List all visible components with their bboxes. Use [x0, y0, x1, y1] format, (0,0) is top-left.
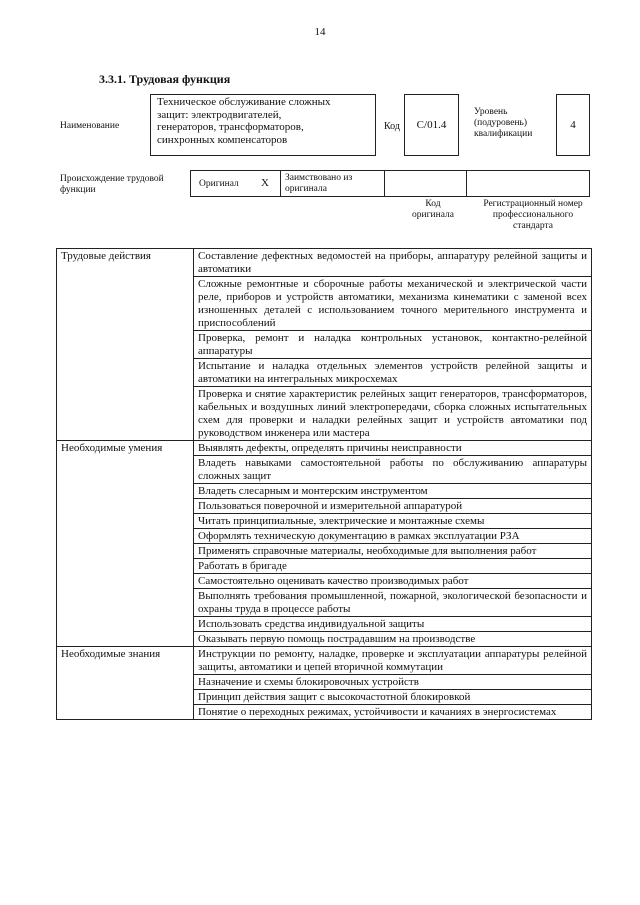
function-name-line: генераторов, трансформаторов,: [157, 121, 304, 133]
table-cell: Владеть слесарным и монтерским инструментом: [194, 484, 592, 499]
table-row: [57, 647, 592, 675]
original-label: Оригинал: [199, 178, 239, 189]
level-label-line: (подуровень): [474, 118, 528, 128]
table-cell: Владеть навыками самостоятельной работы по обслуживанию аппаратуры сложных защит: [194, 456, 592, 484]
name-label: Наименование: [60, 121, 120, 131]
level-value: 4: [556, 94, 590, 156]
original-code-cell: [385, 171, 467, 196]
function-name-box: [150, 94, 376, 156]
borrowed-cell: [281, 171, 385, 196]
section-title-skills: Необходимые умения: [57, 441, 194, 647]
function-details-table: [56, 248, 592, 720]
origin-label-line: Происхождение трудовой: [60, 174, 164, 184]
table-cell: Испытание и наладка отдельных элементов устройств релейной защиты и автоматики на интегральных микросхемах: [194, 359, 592, 387]
borrowed-label-line: Заимствовано из: [285, 173, 353, 183]
table-cell: Применять справочные материалы, необходимые для выполнения работ: [194, 544, 592, 559]
table-cell: Выявлять дефекты, определять причины неисправности: [194, 441, 592, 456]
table-cell: Выполнять требования промышленной, пожарной, экологической безопасности и охраны труда в процессе работы: [194, 589, 592, 617]
caption-line: стандарта: [513, 221, 553, 231]
table-cell: Составление дефектных ведомостей на приборы, аппаратуру релейной защиты и автоматики: [194, 249, 592, 277]
table-row: [57, 441, 592, 456]
table-row: [57, 249, 592, 277]
function-name-line: синхронных компенсаторов: [157, 133, 288, 146]
level-label-line: квалификации: [474, 129, 533, 139]
table-cell: Принцип действия защит с высокочастотной блокировкой: [194, 690, 592, 705]
table-cell: Самостоятельно оценивать качество производимых работ: [194, 574, 592, 589]
origin-label: [60, 174, 190, 196]
function-name-line: Техническое обслуживание сложных: [157, 96, 331, 108]
section-title-labor-actions: Трудовые действия: [57, 249, 194, 441]
table-cell: Использовать средства индивидуальной защиты: [194, 617, 592, 632]
caption-line: оригинала: [412, 210, 454, 220]
function-name-line: защит: электродвигателей,: [157, 108, 282, 121]
caption-line: Код: [425, 199, 441, 209]
table-cell: Оказывать первую помощь пострадавшим на производстве: [194, 632, 592, 647]
table-cell: Понятие о переходных режимах, устойчивости и качаниях в энергосистемах: [194, 705, 592, 720]
code-value: С/01.4: [404, 94, 459, 156]
level-label-line: Уровень: [474, 107, 508, 117]
caption-line: Регистрационный номер: [483, 199, 583, 209]
level-label: [474, 107, 554, 140]
table-cell: Пользоваться поверочной и измерительной аппаратурой: [194, 499, 592, 514]
code-label: Код: [384, 121, 400, 132]
section-heading: 3.3.1. Трудовая функция: [99, 72, 231, 86]
table-cell: Сложные ремонтные и сборочные работы механической и электрической части реле, приборов и устройств автоматики, механизма кинематики с заменой всех изношенных деталей с использованием точного мерительного инструмента и приспособлений: [194, 277, 592, 331]
origin-row: [190, 170, 590, 197]
original-mark: X: [261, 177, 269, 189]
borrowed-label-line: оригинала: [285, 184, 327, 194]
table-cell: Проверка, ремонт и наладка контрольных установок, контактно-релейной аппаратуры: [194, 331, 592, 359]
original-cell: [191, 171, 281, 196]
origin-label-line: функции: [60, 185, 96, 195]
table-cell: Работать в бригаде: [194, 559, 592, 574]
original-code-caption: [398, 199, 468, 221]
table-cell: Назначение и схемы блокировочных устройств: [194, 675, 592, 690]
table-cell: Читать принципиальные, электрические и монтажные схемы: [194, 514, 592, 529]
caption-line: профессионального: [492, 210, 574, 220]
registration-number-cell: [467, 171, 589, 196]
section-title-knowledge: Необходимые знания: [57, 647, 194, 720]
registration-number-caption: [472, 199, 594, 232]
page-number: 14: [314, 26, 326, 38]
table-cell: Инструкции по ремонту, наладке, проверке и эксплуатации аппаратуры релейной защиты, автоматики и цепей вторичной коммутации: [194, 647, 592, 675]
table-cell: Оформлять техническую документацию в рамках эксплуатации РЗА: [194, 529, 592, 544]
table-cell: Проверка и снятие характеристик релейных защит генераторов, трансформаторов, кабельных и воздушных линий электропередачи, сборка сложных испытательных схем для проверки и наладки релейных защит и устройств автоматики под руководством инженера или мастера: [194, 387, 592, 441]
